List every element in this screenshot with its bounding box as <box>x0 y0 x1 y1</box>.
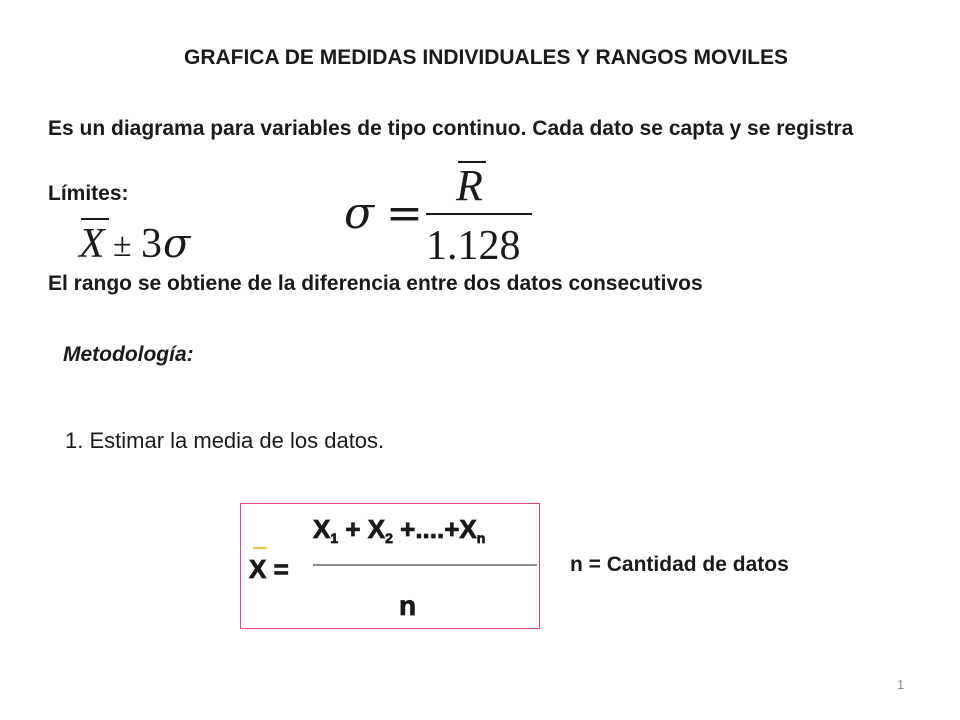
limits-formula <box>65 211 215 267</box>
methodology-label: Metodología: <box>63 343 194 366</box>
sigma-formula-graphic <box>340 152 538 270</box>
sigma-formula <box>340 152 538 270</box>
limits-plus-minus: ± <box>113 227 132 264</box>
mean-denominator: n <box>399 590 417 621</box>
mean-formula-box <box>240 503 540 629</box>
mean-formula-graphic <box>241 504 539 628</box>
sigma-equals: = <box>386 188 423 239</box>
mean-sub-n: n <box>476 530 486 546</box>
slide-title: GRAFICA DE MEDIDAS INDIVIDUALES Y RANGOS MOVILES <box>183 46 788 69</box>
n-definition: n = Cantidad de datos <box>570 553 789 576</box>
mean-sub-2: 2 <box>385 530 393 546</box>
sigma-numerator: R <box>456 161 483 210</box>
mean-sub-1: 1 <box>330 530 339 546</box>
mean-lhs: X = <box>249 554 289 584</box>
sigma-symbol: σ <box>344 188 375 239</box>
limits-x: X <box>79 221 105 267</box>
description-paragraph: Es un diagrama para variables de tipo continuo. Cada dato se capta y se registra <box>48 117 854 140</box>
sigma-denominator: 1.128 <box>426 223 521 269</box>
limits-sigma: σ <box>163 221 191 267</box>
range-text: El rango se obtiene de la diferencia entre dos datos consecutivos <box>48 272 703 295</box>
mean-xn: X <box>459 514 477 544</box>
mean-plus: + <box>338 514 368 544</box>
page-number: 1 <box>897 677 905 692</box>
step-1: 1. Estimar la media de los datos. <box>65 428 385 453</box>
limits-three: 3 <box>141 221 162 267</box>
mean-x1: X <box>313 514 331 544</box>
mean-x2: X <box>367 514 386 544</box>
mean-dots: +....+ <box>392 514 460 544</box>
mean-numerator <box>313 514 485 546</box>
limits-formula-graphic <box>65 211 215 267</box>
limits-label: Límites: <box>48 182 129 205</box>
